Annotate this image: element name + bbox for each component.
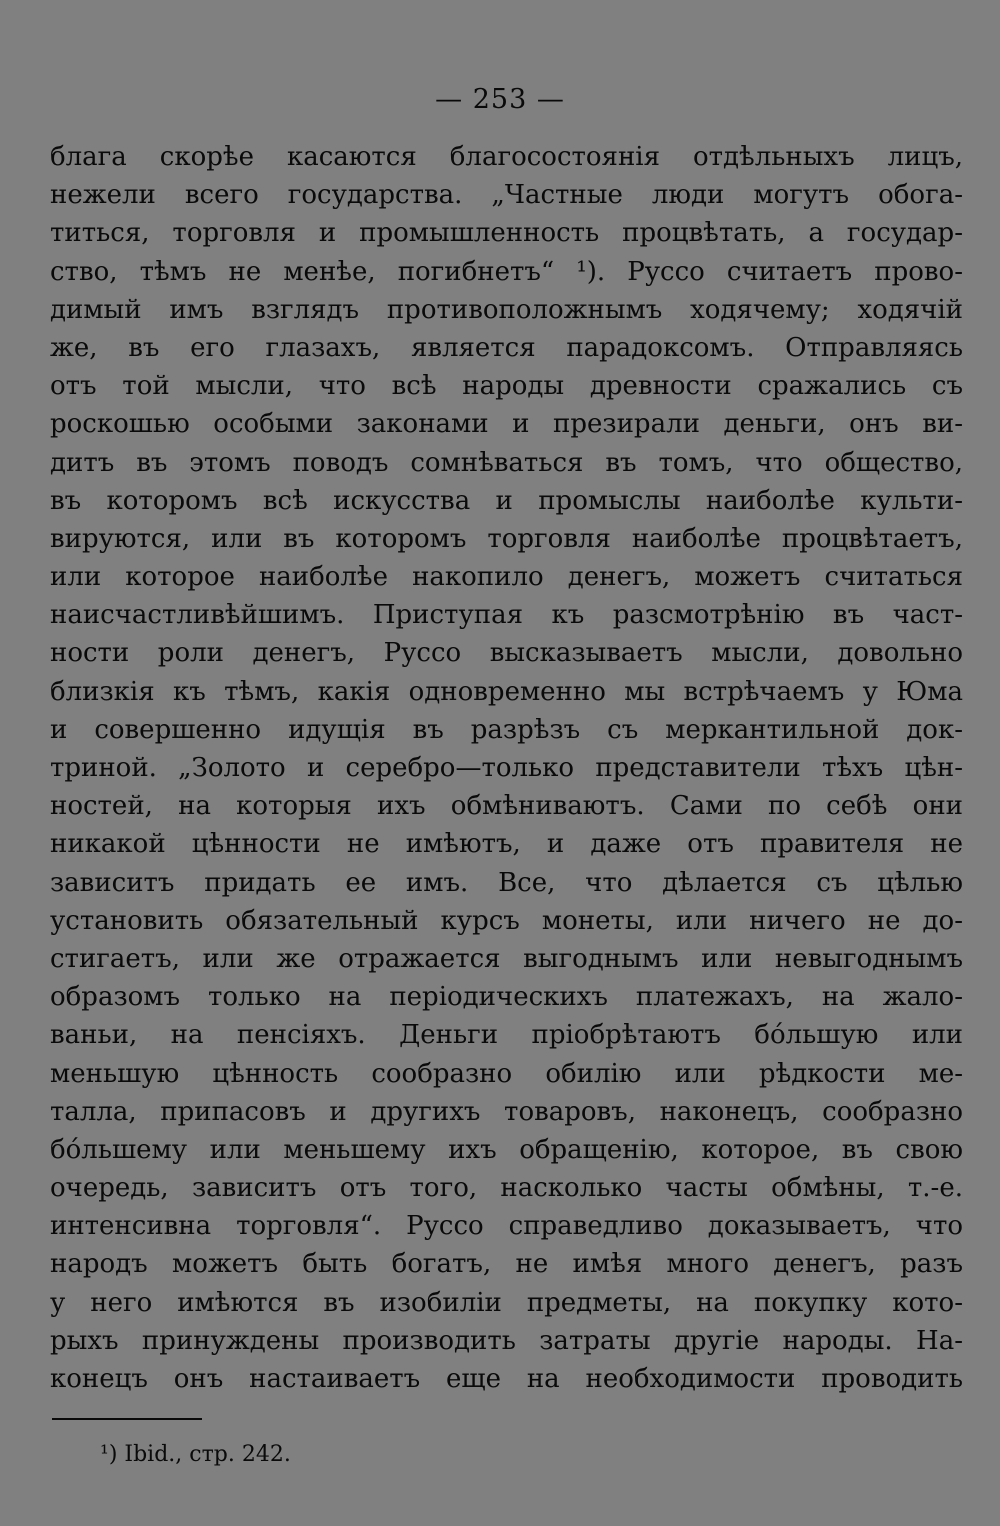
text-line: ностей, на которыя ихъ обмѣниваютъ. Сами по себѣ они [50, 791, 963, 822]
text-line: титься, торговля и промышленность процвѣтать, а государ- [50, 218, 963, 249]
footnote-marker: ¹) [100, 1442, 118, 1467]
text-line: меньшую цѣнность сообразно обилію или рѣдкости ме- [50, 1058, 963, 1089]
text-line: ство, тѣмъ не менѣе, погибнетъ“ ¹). Руссо считаетъ прово- [50, 256, 963, 287]
page-number: — 253 — [435, 84, 565, 115]
text-line: въ которомъ всѣ искусства и промыслы наиболѣе культи- [50, 485, 963, 516]
text-line: стигаетъ, или же отражается выгоднымъ или невыгоднымъ [50, 943, 963, 974]
text-line: рыхъ принуждены производить затраты другіе народы. На- [50, 1325, 963, 1356]
text-line: установить обязательный курсъ монеты, или ничего не до- [50, 905, 963, 936]
footnote-divider [52, 1418, 202, 1420]
text-line: никакой цѣнности не имѣютъ, и даже отъ правителя не [50, 829, 963, 860]
text-line: отъ той мысли, что всѣ народы древности сражались съ [50, 371, 963, 402]
text-line: вируются, или въ которомъ торговля наиболѣе процвѣтаетъ, [50, 523, 963, 554]
footnote-text: Ibid., стр. 242. [124, 1442, 291, 1467]
text-line: народъ можетъ быть богатъ, не имѣя много денегъ, разъ [50, 1249, 963, 1280]
text-line: или которое наиболѣе накопило денегъ, можетъ считаться [50, 562, 963, 593]
text-line: триной. „Золото и серебро—только представители тѣхъ цѣн- [50, 753, 963, 783]
text-line: конецъ онъ настаиваетъ еще на необходимости проводить [50, 1364, 963, 1394]
text-line: нежели всего государства. „Частные люди могутъ обога- [50, 180, 963, 211]
text-line: роскошью особыми законами и презирали деньги, онъ ви- [50, 409, 963, 440]
text-line: ности роли денегъ, Руссо высказываетъ мысли, довольно [50, 638, 963, 669]
text-line: близкія къ тѣмъ, какія одновременно мы встрѣчаемъ у Юма [50, 676, 963, 707]
text-line: очередь, зависитъ отъ того, насколько часты обмѣны, т.-е. [50, 1173, 963, 1204]
text-line: димый имъ взглядъ противоположнымъ ходячему; ходячій [50, 294, 963, 325]
text-line: наисчастливѣйшимъ. Приступая къ разсмотрѣнію въ част- [50, 600, 963, 631]
text-line: дитъ въ этомъ поводъ сомнѣваться въ томъ, что общество, [50, 447, 963, 478]
footnote [100, 1440, 291, 1470]
text-line: интенсивна торговля“. Руссо справедливо доказываетъ, что [50, 1211, 963, 1242]
body-text [50, 138, 963, 1398]
text-line: талла, припасовъ и другихъ товаровъ, наконецъ, сообразно [50, 1096, 963, 1127]
text-line: зависитъ придать ее имъ. Все, что дѣлается съ цѣлью [50, 867, 963, 898]
text-line: бо́льшему или меньшему ихъ обращенію, которое, въ свою [50, 1134, 963, 1165]
text-line: же, въ его глазахъ, является парадоксомъ. Отправляясь [50, 332, 963, 363]
text-line: и совершенно идущія въ разрѣзъ съ меркантильной док- [50, 714, 963, 745]
text-line: ваньи, на пенсіяхъ. Деньги пріобрѣтаютъ бо́льшую или [50, 1020, 963, 1051]
text-line: блага скорѣе касаются благосостоянія отдѣльныхъ лицъ, [50, 142, 963, 172]
text-line: образомъ только на періодическихъ платежахъ, на жало- [50, 982, 963, 1013]
text-line: у него имѣются въ изобиліи предметы, на покупку кото- [50, 1287, 963, 1318]
